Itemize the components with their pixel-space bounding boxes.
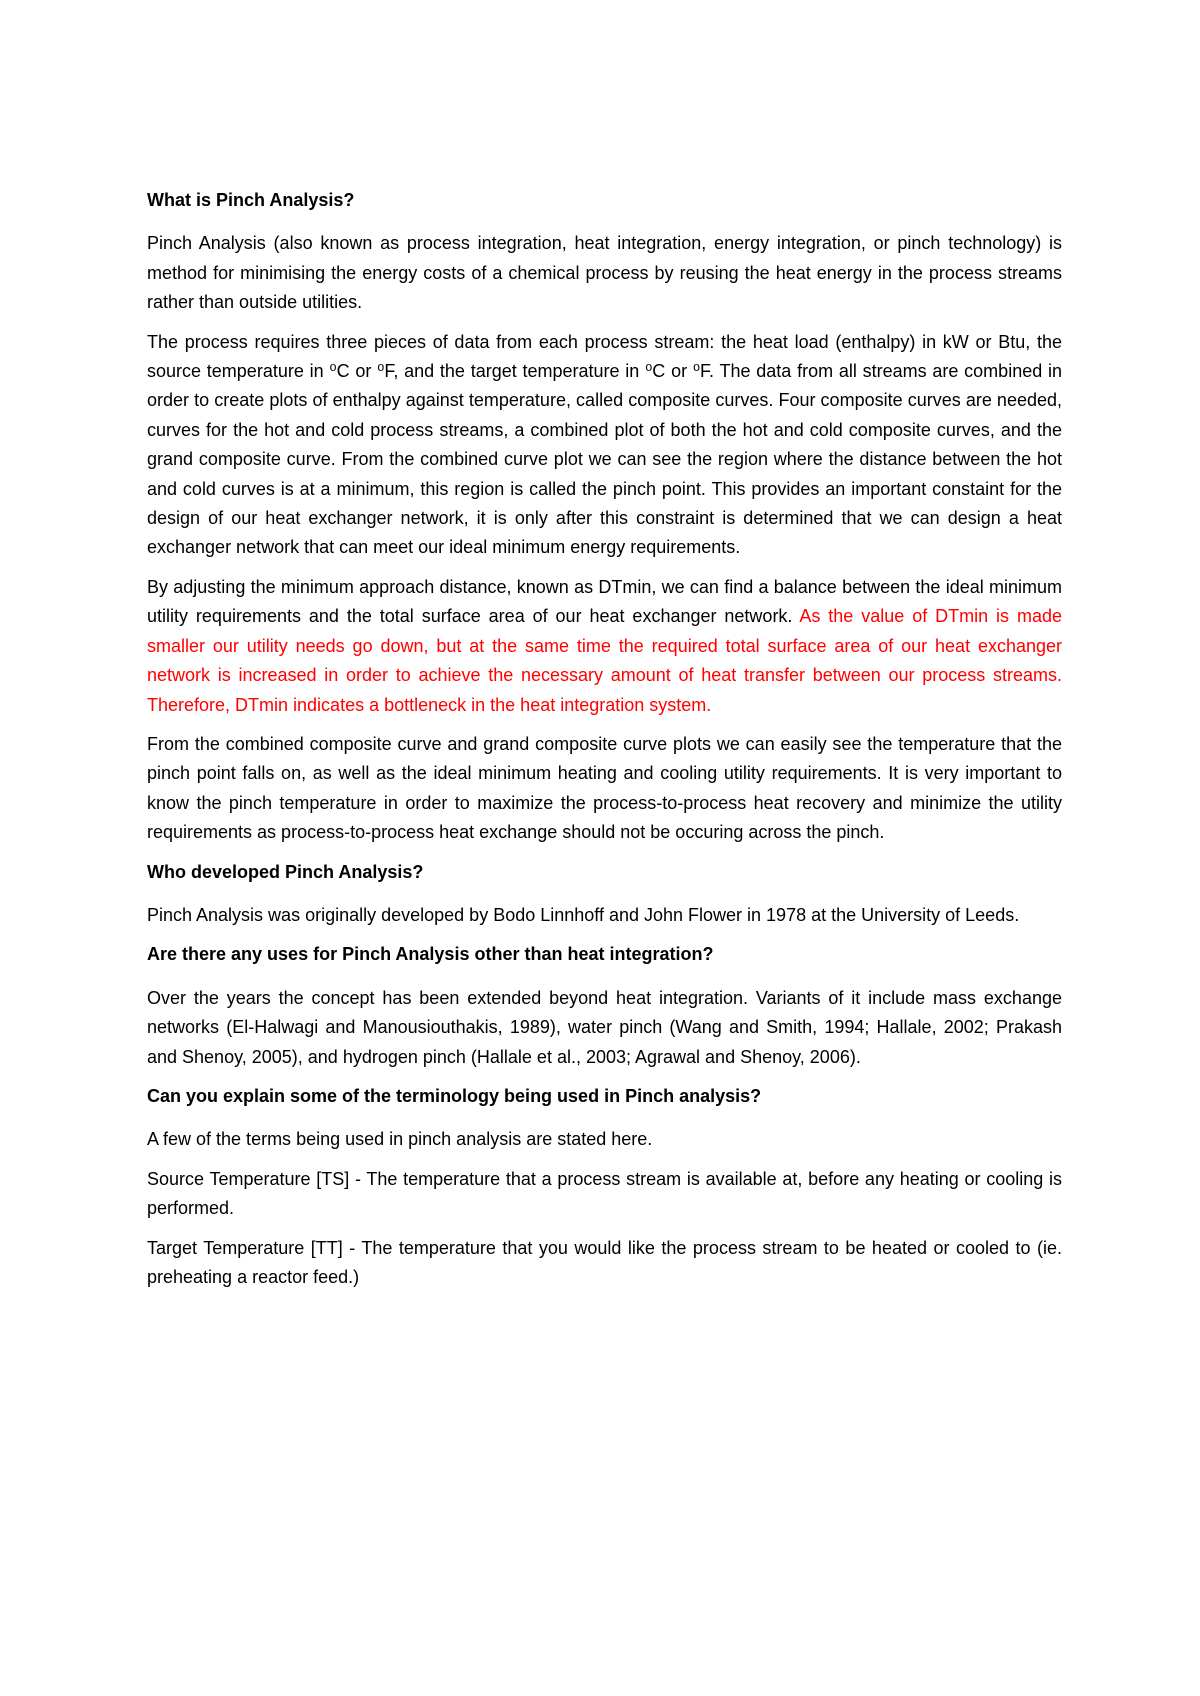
dtmin-text: By adjusting the minimum approach distance, known as DTmin, we can find a balance between the ideal minimum utility requirements and the total surface area of our heat exchanger network. [147, 576, 1062, 627]
heading-other-uses: Are there any uses for Pinch Analysis other than heat integration? [147, 944, 714, 965]
paragraph-who-developed: Pinch Analysis was originally developed by Bodo Linnhoff and John Flower in 1978 at the University of Leeds. [147, 904, 1020, 925]
paragraph-source-temperature: Source Temperature [TS] - The temperature that a process stream is available at, before any heating or cooling is performed. [147, 1168, 1062, 1219]
paragraph-target-temperature: Target Temperature [TT] - The temperature that you would like the process stream to be heated or cooled to (ie. preheating a reactor feed.) [147, 1237, 1062, 1287]
document-page [147, 186, 1062, 1302]
heading-terminology: Can you explain some of the terminology being used in Pinch analysis? [147, 1085, 762, 1106]
paragraph-other-uses: Over the years the concept has been extended beyond heat integration. Variants of it include mass exchange networks (El-Halwagi and Manousiouthakis, 1989), water pinch (Wang and Smith, 1994; Hallale, 2002; Prakash and Shenoy, 2005), and hydrogen pinch (Hallale et al., 2003; Agrawal and Shenoy, 2006). [147, 987, 1062, 1067]
paragraph-data-requirements: The process requires three pieces of data from each process stream: the heat load (enthalpy) in kW or Btu, the source temperature in ⁰C or ⁰F, and the target temperature in ⁰C or ⁰F. The data from all streams are combined in order to create plots of enthalpy against temperature, called composite curves. Four composite curves are needed, curves for the hot and cold process streams, a combined plot of both the hot and cold composite curves, and the grand composite curve. From the combined curve plot we can see the region where the distance between the hot and cold curves is at a minimum, this region is called the pinch point. This provides an important constaint for the design of our heat exchanger network, it is only after this constraint is determined that we can design a heat exchanger network that can meet our ideal minimum energy requirements. [147, 331, 1062, 558]
heading-what-is-pinch-analysis: What is Pinch Analysis? [147, 190, 355, 210]
dtmin-highlighted-text: As the value of DTmin is made smaller our utility needs go down, but at the same time the required total surface area of our heat exchanger network is increased in order to achieve the necessary amount of heat transfer between our process streams. Therefore, DTmin indicates a bottleneck in the heat integration system. [147, 606, 1062, 715]
paragraph-intro: Pinch Analysis (also known as process integration, heat integration, energy integration, or pinch technology) is method for minimising the energy costs of a chemical process by reusing the heat energy in the process streams rather than outside utilities. [147, 233, 1062, 313]
paragraph-dtmin [147, 573, 1062, 720]
paragraph-combined-curves: From the combined composite curve and grand composite curve plots we can easily see the temperature that the pinch point falls on, as well as the ideal minimum heating and cooling utility requirements. It is very important to know the pinch temperature in order to maximize the process-to-process heat recovery and minimize the utility requirements as process-to-process heat exchange should not be occuring across the pinch. [147, 733, 1062, 843]
paragraph-terminology-intro: A few of the terms being used in pinch analysis are stated here. [147, 1129, 653, 1150]
heading-who-developed: Who developed Pinch Analysis? [147, 861, 424, 882]
